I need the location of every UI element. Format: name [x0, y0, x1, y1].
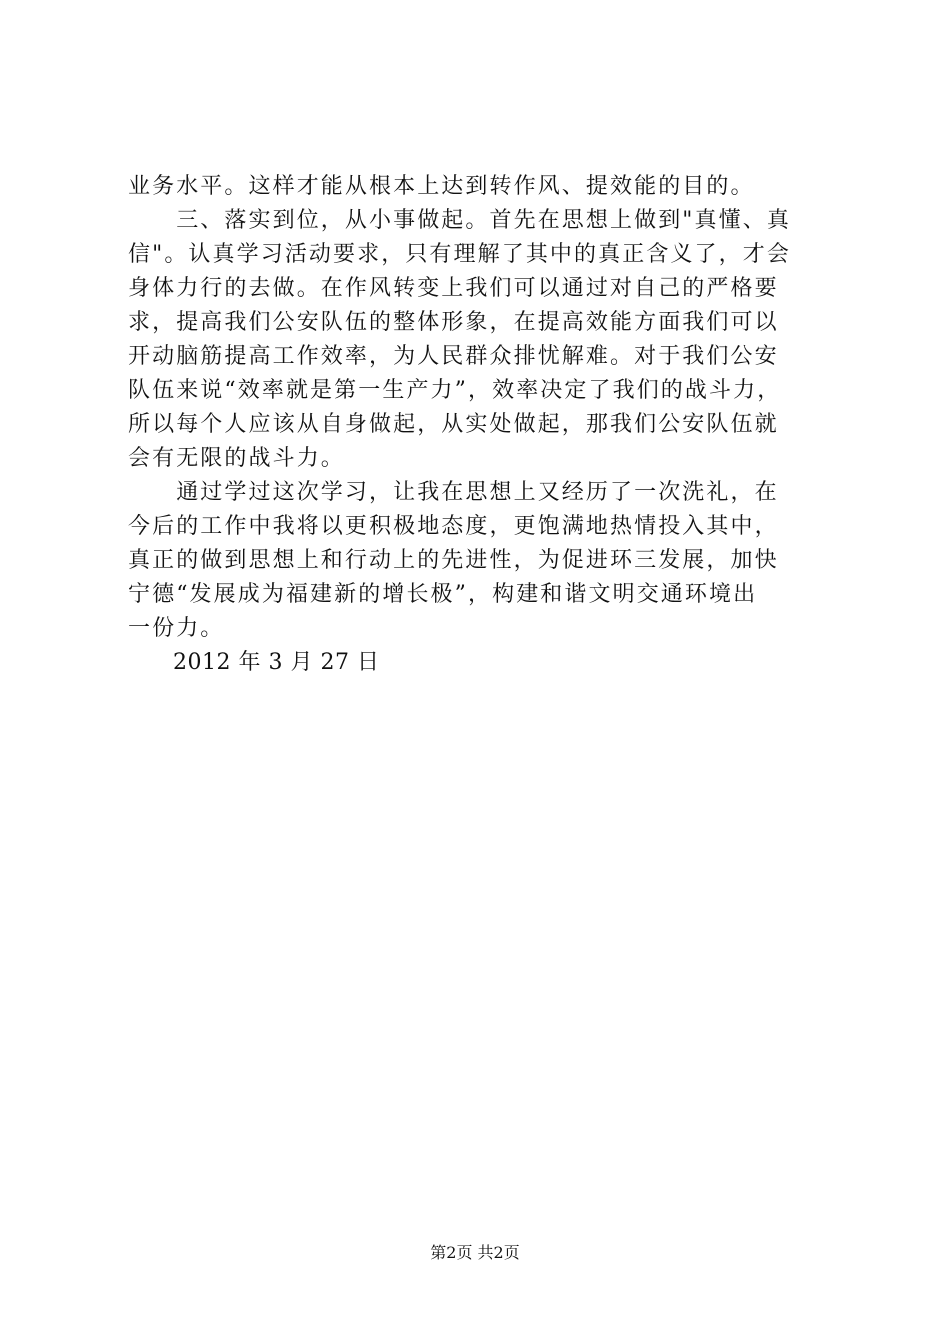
body-text-line: 一份力。 — [128, 616, 225, 641]
body-text-line: 所以每个人应该从自身做起，从实处做起，那我们公安队伍就 — [128, 412, 779, 437]
body-text-line: 业务水平。这样才能从根本上达到转作风、提效能的目的。 — [128, 174, 755, 199]
body-text-line: 身体力行的去做。在作风转变上我们可以通过对自己的严格要 — [128, 276, 779, 301]
body-text-line: 通过学过这次学习，让我在思想上又经历了一次洗礼，在 — [128, 480, 779, 505]
body-text-line: 今后的工作中我将以更积极地态度，更饱满地热情投入其中， — [128, 514, 779, 539]
page-footer: 第2页 共2页 — [430, 1243, 520, 1262]
body-text-line: 开动脑筋提高工作效率，为人民群众排忧解难。对于我们公安 — [128, 344, 779, 369]
body-text-line: 真正的做到思想上和行动上的先进性，为促进环三发展，加快 — [128, 548, 779, 573]
date-line: 2012 年 3 月 27 日 — [128, 650, 380, 675]
body-text-line: 三、落实到位，从小事做起。首先在思想上做到"真懂、真 — [128, 208, 791, 233]
body-text-line: 队伍来说“效率就是第一生产力”，效率决定了我们的战斗力， — [128, 378, 782, 403]
body-text-line: 信"。认真学习活动要求，只有理解了其中的真正含义了，才会 — [128, 242, 791, 267]
body-text-line: 求，提高我们公安队伍的整体形象，在提高效能方面我们可以 — [128, 310, 779, 335]
body-text-line: 会有无限的战斗力。 — [128, 446, 345, 471]
body-text-line: 宁德“发展成为福建新的增长极”，构建和谐文明交通环境出 — [128, 582, 758, 607]
